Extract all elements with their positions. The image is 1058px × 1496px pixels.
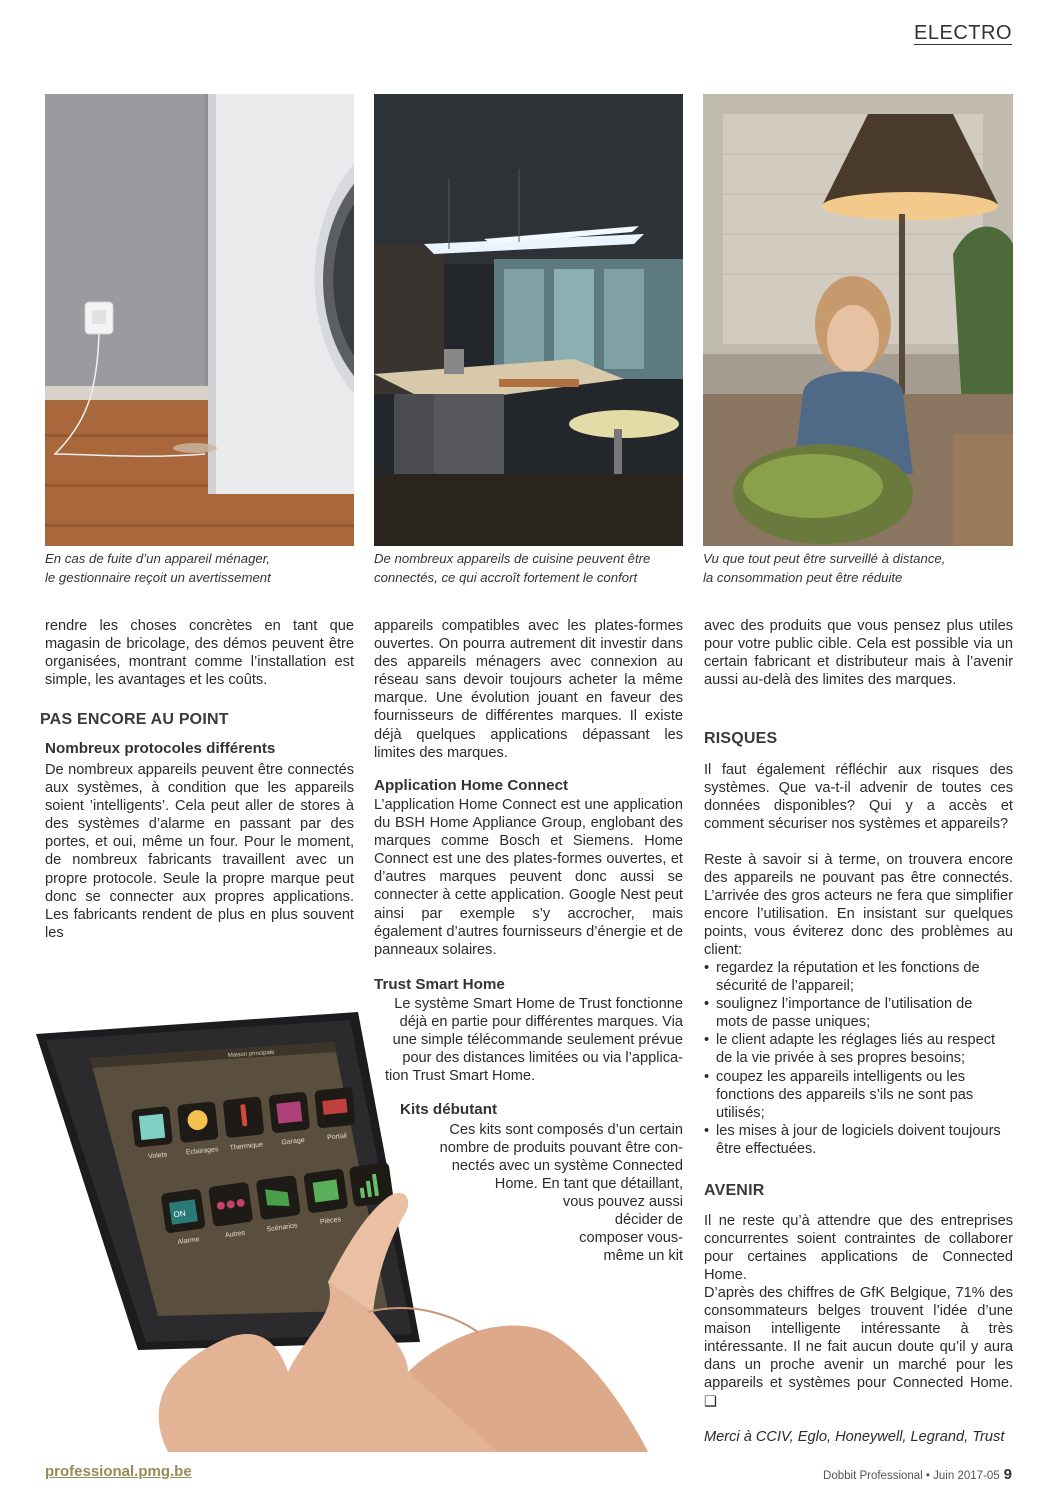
heading-kits: Kits débutant — [400, 1101, 498, 1118]
trust-line: une simple télécommande seulement prévue — [392, 1032, 683, 1048]
app-label: Pièces — [319, 1216, 342, 1227]
photo-kitchen — [374, 94, 683, 546]
caption-line: le gestionnaire reçoit un avertissement — [45, 570, 271, 585]
col2-intro: appareils compatibles avec les plates-formes ouvertes. On pourra autrement dit investir dans des appareils ménagers avec connexion au réseau sans devoir toujours acheter la même marque. Une évolution jouant en faveur des fournisseurs de différentes marques. Il existe déjà quelques applications dépassant les limites des marques. — [374, 618, 683, 761]
app-label: Alarme — [177, 1236, 201, 1247]
advice-list — [704, 959, 1004, 1158]
list-item: • soulignez l’importance de l’utilisation de mots de passe uniques; — [704, 995, 1004, 1031]
heading-avenir: AVENIR — [704, 1182, 765, 1199]
kits-line: nombre de produits pouvant être con- — [439, 1140, 683, 1156]
heading-risques: RISQUES — [704, 730, 778, 747]
issue-label: Dobbit Professional • Juin 2017-05 — [823, 1470, 1000, 1482]
thanks-line: Merci à CCIV, Eglo, Honeywell, Legrand, Trust — [704, 1429, 1005, 1445]
heading-pas-encore: PAS ENCORE AU POINT — [40, 711, 229, 728]
section-label: ELECTRO — [914, 22, 1012, 44]
trust-line: pour des distances limitées ou via l’applica- — [402, 1050, 683, 1066]
app-label: Scénarios — [266, 1222, 299, 1234]
subheading-protocoles: Nombreux protocoles différents — [45, 740, 276, 757]
on-label: ON — [173, 1208, 187, 1220]
list-item: • regardez la réputation et les fonctions de sécurité de l’appareil; — [704, 959, 1004, 995]
risques-p1: Il faut également réfléchir aux risques des systèmes. Que va-t-il advenir de toutes ces données disponibles? Qui y a accès et comment sécuriser nos systèmes et appareils? — [704, 762, 1013, 833]
avenir-p1: Il ne reste qu’à attendre que des entreprises concurrentes soient contraintes de collaborer pour certaines applications de Connected Home. — [704, 1213, 1013, 1284]
photo-caption — [374, 549, 683, 587]
app-label: Portail — [326, 1132, 348, 1142]
tablet-illustration — [28, 1012, 668, 1452]
col1-body: De nombreux appareils peuvent être connectés aux systèmes, à condition que les appareils soient ’intelligents’. Cela peut aller de stores à des systèmes d’alarme en passant par des portes, et oui, même un four. Pour le moment, de nombreux fabricants travaillent avec un propre protocole. Seule la propre marque peut donc se connecter aux propres applications. Les fabricants rendent de plus en plus souvent les — [45, 762, 354, 941]
photo-washing-machine — [45, 94, 354, 546]
kits-line: même un kit — [603, 1248, 683, 1264]
caption-line: connectés, ce qui accroît fortement le confort — [374, 570, 638, 585]
col3-intro: avec des produits que vous pensez plus utiles pour votre public cible. Cela est possible via un certain fabricant et distributeur mais à l’avenir aussi au-delà des limites des marques. — [704, 618, 1013, 689]
list-item: • les mises à jour de logiciels doivent toujours être effectuées. — [704, 1122, 1004, 1158]
trust-line: tion Trust Smart Home. — [385, 1068, 536, 1084]
app-label: Garage — [281, 1137, 306, 1147]
photo-living-room — [703, 94, 1013, 546]
home-connect-body: L’application Home Connect est une application du BSH Home Appliance Group, englobant des marques comme Bosch et Siemens. Home Connect est une des plates-formes ouvertes, et d’autres marques peuvent donc aussi se connecter à cette application. Google Nest peut ainsi par exemple s’y accrocher, mais également d’autres fournisseurs d’énergie et de panneaux solaires. — [374, 797, 683, 958]
kits-line: Ces kits sont composés d’un certain — [449, 1122, 683, 1138]
kits-line: composer vous- — [579, 1230, 683, 1246]
app-label: Eclairages — [185, 1146, 219, 1157]
trust-line: déjà en partie pour différentes marques. Via — [399, 1014, 683, 1030]
footer-site-link[interactable]: professional.pmg.be — [45, 1463, 192, 1480]
caption-line: En cas de fuite d’un appareil ménager, — [45, 551, 271, 566]
col1-intro: rendre les choses concrètes en tant que magasin de bricolage, des démos peuvent être organisées, montrant comme l’installation est simple, les avantages et les coûts. — [45, 618, 354, 689]
kits-line: nectés avec un système Connected — [451, 1158, 683, 1174]
caption-line: De nombreux appareils de cuisine peuvent être — [374, 551, 651, 566]
page-number: 9 — [1003, 1466, 1012, 1483]
list-item: • le client adapte les réglages liés au respect de la vie privée à ses propres besoins; — [704, 1031, 1004, 1067]
heading-home-connect: Application Home Connect — [374, 777, 569, 794]
avenir-p2: D’après des chiffres de GfK Belgique, 71% des consommateurs belges trouvent l’idée d’une maison intelligente intéressante à très intéressante. Il ne fait aucun doute qu’il y aura dans un proche avenir un marché pour les appareils et systèmes pour Connected Home. ❑ — [704, 1285, 1013, 1410]
kits-line: Home. En tant que détaillant, — [494, 1176, 683, 1192]
heading-trust: Trust Smart Home — [374, 976, 505, 993]
caption-line: Vu que tout peut être surveillé à distance, — [703, 551, 946, 566]
app-label: Autres — [224, 1229, 246, 1240]
app-label: Thermique — [229, 1141, 264, 1152]
trust-line: Le système Smart Home de Trust fonctionne — [394, 996, 683, 1012]
tablet-screen-title: Maison principale — [227, 1049, 275, 1059]
photo-caption — [703, 549, 1013, 587]
photo-caption — [45, 549, 354, 587]
kits-line: décider de — [614, 1212, 683, 1228]
app-label: Volets — [147, 1151, 168, 1161]
kits-line: vous pouvez aussi — [562, 1194, 683, 1210]
caption-line: la consommation peut être réduite — [703, 570, 903, 585]
risques-p2: Reste à savoir si à terme, on trouvera encore des appareils ne pouvant pas être connectés. L’arrivée des gros acteurs ne fera que simplifier encore l’utilisation. En insistant sur quelques points, vous éviterez donc des problèmes au client: — [704, 852, 1013, 959]
list-item: • coupez les appareils intelligents ou les fonctions des appareils s’ils ne sont pas utilisés; — [704, 1068, 1004, 1122]
footer-issue — [823, 1466, 1012, 1483]
